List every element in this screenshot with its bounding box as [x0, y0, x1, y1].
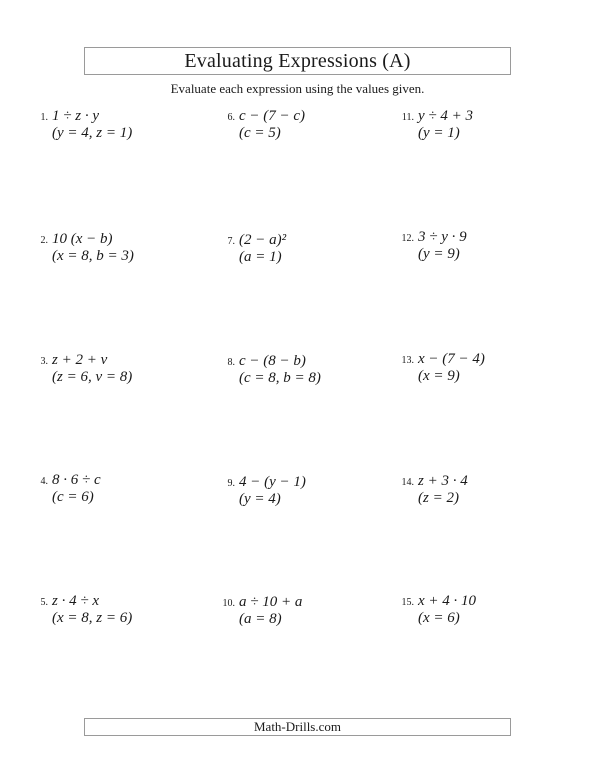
problem-number: 2.	[40, 235, 48, 246]
problem-number: 9.	[227, 478, 235, 489]
problem-values: (y = 1)	[418, 125, 460, 141]
problem-values: (y = 4, z = 1)	[52, 125, 133, 141]
problem-values: (x = 8, b = 3)	[52, 248, 134, 264]
problem-values: (x = 8, z = 6)	[52, 610, 133, 626]
problem-values: (x = 9)	[418, 368, 460, 384]
problem-expression: c − (7 − c)	[239, 108, 306, 124]
problem-values: (c = 5)	[239, 125, 281, 141]
problem-number: 5.	[40, 597, 48, 608]
problem-expression: 10 (x − b)	[52, 231, 113, 247]
problem-expression: (2 − a)²	[239, 232, 287, 248]
problem-values: (y = 9)	[418, 246, 460, 262]
footer-box	[84, 718, 511, 736]
problem-expression: c − (8 − b)	[239, 353, 306, 369]
problem-number: 8.	[227, 357, 235, 368]
problem-expression: x − (7 − 4)	[418, 351, 485, 367]
problem-values: (x = 6)	[418, 610, 460, 626]
problem-number: 6.	[227, 112, 235, 123]
problem-number: 7.	[227, 236, 235, 247]
problem-number: 3.	[40, 356, 48, 367]
problem-expression: 4 − (y − 1)	[239, 474, 306, 490]
problem-number: 15.	[401, 597, 414, 608]
problem-number: 10.	[222, 598, 235, 609]
problem-expression: z · 4 ÷ x	[52, 593, 99, 609]
problem-expression: 1 ÷ z · y	[52, 108, 99, 124]
problem-values: (z = 2)	[418, 490, 459, 506]
problem-expression: 8 · 6 ÷ c	[52, 472, 101, 488]
instructions: Evaluate each expression using the values given.	[170, 81, 425, 96]
problem-number: 14.	[401, 477, 414, 488]
problem-expression: z + 2 + v	[52, 352, 108, 368]
problem-number: 4.	[40, 476, 48, 487]
problem-values: (c = 8, b = 8)	[239, 370, 321, 386]
problem-values: (c = 6)	[52, 489, 94, 505]
problem-expression: y ÷ 4 + 3	[418, 108, 474, 124]
problem-values: (y = 4)	[239, 491, 281, 507]
worksheet-title: Evaluating Expressions (A)	[184, 49, 411, 72]
problem-number: 1.	[40, 112, 48, 123]
problem-expression: a ÷ 10 + a	[239, 594, 303, 610]
problem-expression: z + 3 · 4	[418, 473, 468, 489]
problem-values: (a = 1)	[239, 249, 282, 265]
problem-number: 12.	[401, 233, 414, 244]
problem-values: (a = 8)	[239, 611, 282, 627]
problem-expression: x + 4 · 10	[418, 593, 477, 609]
problem-number: 13.	[401, 355, 414, 366]
problem-number: 11.	[401, 112, 414, 123]
footer-site: Math-Drills.com	[253, 719, 341, 734]
title-box	[84, 47, 511, 75]
problem-expression: 3 ÷ y · 9	[418, 229, 467, 245]
problem-values: (z = 6, v = 8)	[52, 369, 133, 385]
